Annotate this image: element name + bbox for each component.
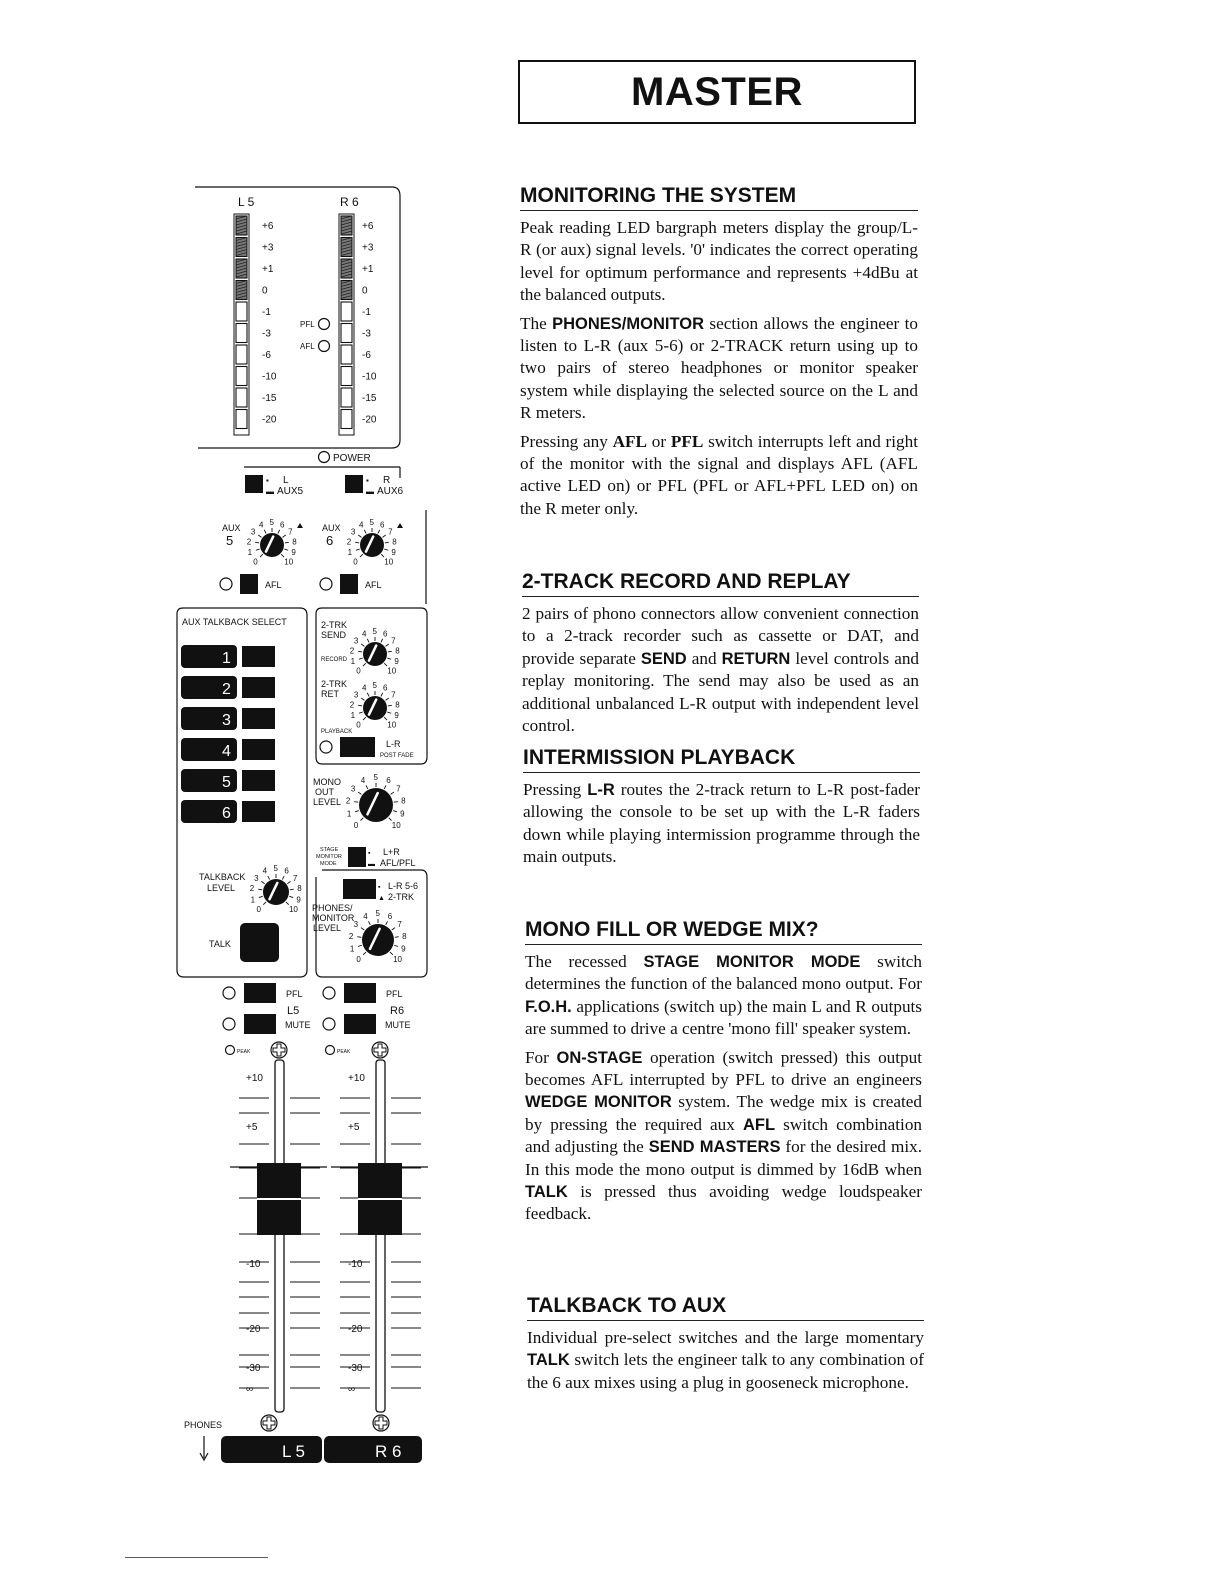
right-meter-scale-label: +3 (362, 242, 374, 254)
knob-scale-label: 0 (356, 666, 361, 676)
stage-afl-pfl-label: AFL/PFL (380, 858, 416, 868)
knob-scale-label: 10 (393, 955, 402, 965)
svg-text:▪: ▪ (366, 476, 369, 485)
para-monitoring-1: Peak reading LED bargraph meters display the group/L-R (or aux) signal levels. '0' indicates the correct operating level for optimum performance and represents +4dBu at the balanced outputs. (520, 218, 918, 305)
heading-record: 2-TRACK RECORD AND REPLAY (522, 570, 919, 597)
talkback-buttons (181, 645, 275, 823)
left-fader-scale-label: +5 (246, 1122, 258, 1133)
knob-scale-label: 7 (396, 784, 401, 794)
aux-knob-section (220, 510, 426, 604)
left-mute-led (223, 1018, 235, 1030)
talkback-select-switch[interactable] (242, 646, 275, 667)
right-meter-scale-label: -3 (362, 328, 371, 340)
knob-scale-label: 6 (279, 520, 285, 530)
master-strip-svg (170, 180, 440, 1490)
talkback-button-label: 4 (222, 743, 231, 760)
left-peak-label: PEAK (237, 1049, 251, 1055)
para-mono-1: The recessed STAGE MONITOR MODE switch determines the function of the balanced mono output. For F.O.H. applications (switch up) the main L and R outputs are summed to drive a centre 'mono fill' speaker system. (525, 952, 923, 1039)
meter-right (339, 214, 377, 435)
right-meter-scale-label: -15 (362, 393, 377, 404)
left-mute-label: MUTE (285, 1020, 311, 1030)
left-pfl-label: PFL (286, 989, 303, 999)
knob-scale-label: 6 (386, 776, 391, 786)
para-intermission-1: Pressing L-R routes the 2-track return to L-R post-fader allowing the console to be set up with the L-R faders down while playing intermission programme through the main outputs. (523, 780, 921, 867)
knob-scale-label: 9 (291, 548, 296, 558)
knob-scale-label: 10 (384, 557, 394, 567)
right-meter-scale-label: +1 (362, 264, 374, 275)
knob-scale-label: 0 (353, 557, 358, 567)
knob-scale-label: 2 (345, 796, 351, 806)
knob-scale-label: 9 (394, 711, 399, 721)
knob-scale-label: 6 (379, 520, 385, 530)
source-switch-left[interactable] (245, 475, 263, 493)
knob-scale-label: 10 (288, 904, 298, 914)
lr-post-fade-led (320, 741, 332, 753)
svg-text:▪: ▪ (368, 850, 371, 857)
right-meter-segment (341, 324, 352, 343)
right-tag (324, 1436, 422, 1463)
footer-rule (125, 1557, 268, 1558)
knob-scale-label: 3 (254, 873, 259, 883)
section-talkback (527, 1294, 924, 1400)
left-meter-segment (236, 410, 247, 429)
aux5-master-knob[interactable] (247, 518, 297, 566)
right-fader-scale-label: +10 (348, 1073, 365, 1084)
knob-scale-label: 8 (392, 537, 397, 547)
heading-talkback: TALKBACK TO AUX (527, 1294, 924, 1321)
right-meter-scale-label: -1 (362, 307, 371, 318)
afl-led-label: AFL (300, 342, 315, 351)
knob-scale-label: 5 (269, 518, 274, 527)
knob-scale-label: 4 (363, 911, 368, 921)
aux6-afl-label: AFL (365, 580, 382, 590)
left-fader-scale-label: -20 (246, 1324, 261, 1335)
left-meter-scale-label: 0 (262, 285, 268, 297)
stage-label-3: MODE (320, 861, 337, 867)
right-tag-text: R 6 (375, 1442, 402, 1461)
knob-scale-label: 8 (292, 537, 297, 547)
left-pfl-switch[interactable] (244, 983, 276, 1003)
knob-scale-label: 9 (394, 657, 399, 667)
page-title: MASTER (631, 69, 803, 114)
knob-scale-label: 1 (250, 895, 256, 905)
pointer-triangle-icon (297, 523, 303, 528)
source-right-top: R (383, 475, 391, 486)
knob-scale-label: 8 (297, 884, 302, 894)
lr-post-fade-switch[interactable] (340, 737, 375, 757)
phones-label-2: MONITOR (312, 913, 355, 923)
left-meter-segment (236, 345, 247, 364)
knob-scale-label: 0 (256, 904, 261, 914)
pfl-led-label: PFL (300, 320, 315, 329)
knob-scale-label: 2 (348, 931, 354, 941)
heading-intermission: INTERMISSION PLAYBACK (523, 746, 920, 773)
source-left-top: L (283, 475, 289, 486)
meter-left (234, 214, 277, 435)
knob-scale-label: 3 (353, 636, 359, 646)
stage-monitor-mode-switch[interactable] (348, 847, 366, 867)
right-pfl-led (323, 987, 335, 999)
knob-scale-label: 5 (372, 681, 377, 690)
talkback-level-knob[interactable] (250, 864, 302, 914)
right-mute-switch[interactable] (344, 1014, 376, 1034)
knob-scale-label: 10 (284, 557, 294, 567)
knob-scale-label: 4 (360, 776, 366, 786)
aux6-master-knob[interactable] (347, 518, 397, 566)
right-pfl-switch[interactable] (344, 983, 376, 1003)
left-meter-segment (236, 324, 247, 343)
svg-text:▬: ▬ (266, 487, 274, 496)
knob-scale-label: 4 (362, 683, 367, 693)
talkback-select-panel (177, 608, 307, 977)
knob-scale-label: 4 (359, 520, 364, 530)
aux5-afl-label: AFL (265, 580, 282, 590)
right-meter-segment (341, 367, 352, 386)
right-mute-led (323, 1018, 335, 1030)
phones-src-a: L-R 5-6 (388, 881, 419, 891)
right-meter-scale-label: -10 (362, 371, 377, 383)
knob-scale-label: 7 (391, 690, 396, 700)
talkback-button-label: 2 (222, 681, 231, 698)
two-track-return-knob[interactable] (350, 681, 400, 729)
knob-scale-label: 0 (356, 955, 361, 965)
right-meter-segment (341, 410, 352, 429)
knob-scale-label: 10 (387, 666, 397, 676)
pfl-led (319, 319, 330, 330)
right-channel-name: R6 (390, 1005, 405, 1017)
heading-mono: MONO FILL OR WEDGE MIX? (525, 918, 922, 945)
phones-socket-label: PHONES (184, 1420, 223, 1430)
left-channel-name: L5 (287, 1005, 300, 1017)
left-meter-scale-label: -6 (262, 350, 271, 361)
meter-left-title: L 5 (238, 195, 255, 209)
stage-label-2: MONITOR (316, 854, 342, 860)
source-switches (245, 475, 404, 497)
knob-scale-label: 7 (388, 527, 393, 537)
right-fader-scale-label: -20 (348, 1324, 363, 1335)
left-meter-scale-label: +6 (262, 221, 274, 232)
left-pfl-led (223, 987, 235, 999)
ret-label-1: 2-TRK (321, 679, 348, 689)
knob-scale-label: 8 (395, 646, 400, 656)
knob-scale-label: 5 (375, 909, 380, 918)
mono-label-2: OUT (315, 787, 334, 797)
master-strip-diagram (170, 180, 440, 1490)
knob-scale-label: 2 (349, 700, 355, 710)
section-monitoring (520, 184, 918, 526)
section-mono (525, 918, 922, 1232)
left-fader-scale-label: +10 (246, 1073, 263, 1084)
source-switch-right[interactable] (345, 475, 363, 493)
power-led (319, 452, 330, 463)
talkback-select-switch[interactable] (242, 770, 275, 791)
heading-monitoring: MONITORING THE SYSTEM (520, 184, 918, 211)
right-meter-scale-label: 0 (362, 285, 368, 297)
knob-scale-label: 7 (292, 873, 298, 883)
aux5-number: 5 (226, 533, 234, 548)
playback-label: PLAYBACK (321, 729, 353, 735)
talkback-button-label: 5 (222, 774, 231, 791)
phones-source-switch[interactable] (343, 879, 376, 899)
talkback-select-switch[interactable] (242, 708, 275, 729)
knob-scale-label: 0 (353, 820, 359, 830)
left-meter-scale-label: -1 (262, 307, 271, 318)
send-label-1: 2-TRK (321, 620, 348, 630)
source-left-bottom: AUX5 (277, 486, 304, 497)
knob-scale-label: 8 (395, 700, 400, 710)
right-peak-label: PEAK (337, 1049, 351, 1055)
left-meter-segment (236, 388, 247, 407)
power-label: POWER (333, 453, 371, 464)
left-meter-scale-label: +1 (262, 264, 274, 275)
section-record (522, 570, 919, 743)
knob-scale-label: 2 (249, 884, 255, 894)
para-monitoring-2: The PHONES/MONITOR section allows the engineer to listen to L-R (aux 5-6) or 2-TRACK return using up to two pairs of stereo headphones or monitor speaker system while displaying the selected source on the L and R meters. (520, 313, 919, 423)
knob-scale-label: 3 (353, 690, 359, 700)
knob-scale-label: 0 (356, 720, 361, 730)
aux6-afl-led (320, 578, 332, 590)
knob-scale-label: 9 (401, 944, 406, 954)
left-fader-scale-label: ∞ (246, 1384, 254, 1395)
svg-text:▬: ▬ (368, 861, 375, 868)
knob-scale-label: 6 (382, 629, 388, 639)
mono-label-1: MONO (313, 777, 341, 787)
knob-scale-label: 1 (247, 548, 253, 558)
talkback-select-switch[interactable] (242, 677, 275, 698)
knob-scale-label: 3 (350, 527, 356, 537)
talkback-level-label-1: TALKBACK (199, 872, 246, 882)
knob-scale-label: 5 (273, 864, 278, 873)
talkback-level-label-2: LEVEL (207, 883, 236, 893)
aux6-afl-switch[interactable] (340, 574, 358, 594)
right-fader-scale-label: +5 (348, 1122, 360, 1133)
knob-scale-label: 9 (296, 895, 301, 905)
talk-label: TALK (209, 939, 231, 949)
afl-led (319, 341, 330, 352)
aux5-afl-led (220, 578, 232, 590)
para-monitoring-3: Pressing any AFL or PFL switch interrupts left and right of the monitor with the signal and displays AFL (AFL active LED on) or PFL (PFL or AFL+PFL LED on) on the R meter only. (520, 431, 919, 518)
knob-scale-label: 3 (350, 784, 356, 794)
knob-scale-label: 2 (349, 646, 355, 656)
master-title-box (518, 60, 916, 124)
two-track-panel (316, 608, 427, 764)
knob-scale-label: 6 (382, 683, 388, 693)
knob-scale-label: 4 (262, 866, 268, 876)
knob-scale-label: 1 (350, 657, 356, 667)
left-meter-scale-label: -10 (262, 371, 277, 383)
svg-text:▪: ▪ (266, 476, 269, 485)
right-fader-scale-label: ∞ (348, 1384, 356, 1395)
right-meter-segment (341, 345, 352, 364)
two-track-send-knob[interactable] (350, 627, 400, 675)
left-meter-segment (236, 367, 247, 386)
talkback-button-label: 1 (222, 650, 231, 667)
right-fader-scale-label: -30 (348, 1363, 363, 1374)
meter-section (195, 187, 403, 528)
knob-scale-label: 7 (391, 636, 396, 646)
right-pfl-label: PFL (386, 989, 403, 999)
aux6-label: AUX (322, 523, 341, 533)
left-meter-scale-label: +3 (262, 242, 274, 254)
knob-scale-label: 1 (347, 548, 353, 558)
post-fade-label: POST FADE (380, 753, 414, 759)
right-mute-label: MUTE (385, 1020, 411, 1030)
phones-monitor-level-knob[interactable] (349, 909, 407, 964)
aux5-label: AUX (222, 523, 241, 533)
left-fader-scale-label: -10 (246, 1259, 261, 1270)
phones-label-3: LEVEL (313, 923, 342, 933)
phones-label-1: PHONES/ (312, 903, 353, 913)
left-tag (221, 1436, 322, 1463)
source-right-bottom: AUX6 (377, 486, 404, 497)
left-fader-scale-label: -30 (246, 1363, 261, 1374)
knob-scale-label: 1 (349, 944, 355, 954)
svg-text:▲: ▲ (378, 895, 385, 902)
knob-scale-label: 5 (372, 627, 377, 636)
talkback-select-switch[interactable] (242, 739, 275, 760)
knob-scale-label: 10 (391, 820, 401, 830)
lr-label: L-R (386, 739, 401, 749)
knob-scale-label: 9 (391, 548, 396, 558)
knob-scale-label: 10 (387, 720, 397, 730)
para-talkback-1: Individual pre-select switches and the large momentary TALK switch lets the engineer talk to any combination of the 6 aux mixes using a plug in gooseneck microphone. (527, 1328, 925, 1392)
talkback-button-label: 6 (222, 805, 231, 822)
record-label: RECORD (321, 657, 348, 663)
left-meter-segment (236, 302, 247, 321)
knob-scale-label: 5 (373, 773, 378, 782)
talkback-button-label: 3 (222, 712, 231, 729)
mono-out-section (313, 773, 416, 868)
stage-label-1: STAGE (320, 847, 339, 853)
phones-src-b: 2-TRK (388, 892, 415, 902)
knob-scale-label: 8 (401, 796, 406, 806)
talkback-select-title: AUX TALKBACK SELECT (182, 617, 287, 627)
knob-scale-label: 8 (402, 931, 407, 941)
section-intermission (523, 746, 920, 875)
knob-scale-label: 1 (346, 809, 352, 819)
pointer-triangle-icon (397, 523, 403, 528)
knob-scale-label: 2 (346, 537, 352, 547)
para-mono-2: For ON-STAGE operation (switch pressed) this output becomes AFL interrupted by PFL to drive an engineers WEDGE MONITOR system. The wedge mix is created by pressing the required aux AFL switch combination and adjusting the SEND MASTERS for the desired mix. In this mode the mono output is dimmed by 16dB when TALK is pressed thus avoiding wedge loudspeaker feedback. (525, 1047, 923, 1224)
left-meter-scale-label: -15 (262, 393, 277, 404)
left-peak-led (226, 1046, 235, 1055)
knob-scale-label: 2 (246, 537, 252, 547)
knob-scale-label: 7 (288, 527, 293, 537)
right-meter-scale-label: +6 (362, 221, 374, 232)
knob-scale-label: 5 (369, 518, 374, 527)
right-meter-segment (341, 302, 352, 321)
knob-scale-label: 6 (284, 866, 289, 876)
knob-scale-label: 4 (362, 629, 367, 639)
knob-scale-label: 9 (400, 809, 405, 819)
knob-scale-label: 1 (350, 711, 356, 721)
aux6-number: 6 (326, 533, 334, 548)
svg-text:▪: ▪ (378, 884, 381, 891)
knob-scale-label: 7 (397, 920, 402, 930)
fader-section (230, 1060, 428, 1412)
right-peak-led (326, 1046, 335, 1055)
left-mute-switch[interactable] (244, 1014, 276, 1034)
knob-scale-label: 3 (353, 920, 359, 930)
meter-right-title: R 6 (340, 195, 359, 209)
left-meter-scale-label: -3 (262, 328, 271, 340)
phones-monitor-panel (312, 870, 427, 977)
left-tag-text: L 5 (282, 1442, 306, 1461)
right-meter-segment (341, 388, 352, 407)
aux5-afl-switch[interactable] (240, 574, 258, 594)
knob-scale-label: 6 (387, 911, 393, 921)
knob-scale-label: 3 (250, 527, 256, 537)
talkback-select-switch[interactable] (242, 801, 275, 822)
left-meter-scale-label: -20 (262, 414, 277, 426)
right-meter-scale-label: -20 (362, 414, 377, 426)
right-fader-scale-label: -10 (348, 1259, 363, 1270)
knob-scale-label: 4 (259, 520, 264, 530)
para-record-1: 2 pairs of phono connectors allow convenient connection to a 2-track recorder such as cassette or DAT, and provide separate SEND and RETURN level controls and replay monitoring. The send may also be used as an additional unbalanced L-R output with independent level control. (522, 604, 920, 736)
mono-out-level-knob[interactable] (346, 773, 406, 830)
right-meter-scale-label: -6 (362, 350, 371, 361)
send-label-2: SEND (321, 630, 347, 640)
talk-button[interactable] (240, 923, 279, 962)
left-fader-slot (275, 1060, 284, 1412)
right-fader-slot (376, 1060, 385, 1412)
ret-label-2: RET (321, 689, 339, 699)
stage-lr-label: L+R (383, 847, 400, 857)
knob-scale-label: 0 (253, 557, 258, 567)
svg-text:▬: ▬ (366, 487, 374, 496)
mono-label-3: LEVEL (313, 797, 342, 807)
